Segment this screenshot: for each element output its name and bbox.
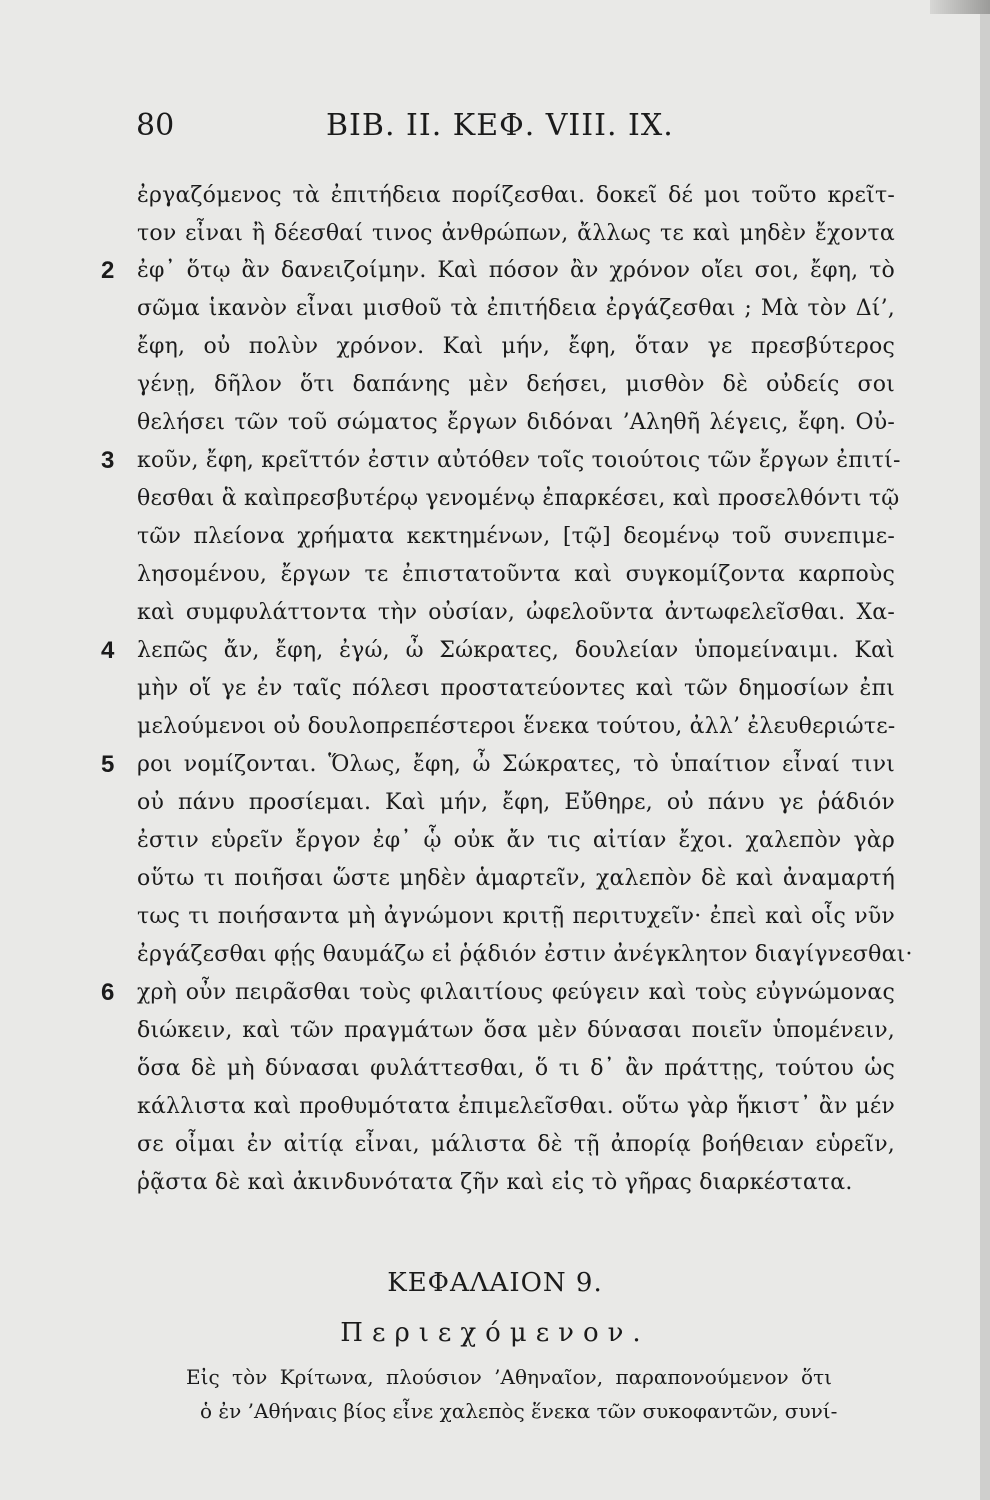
text-line: οὕτω τι ποιῆσαι ὥστε μηδὲν ἁμαρτεῖν, χαλεπὸν δὲ καὶ ἀναμαρτή bbox=[137, 866, 895, 891]
text-line: λεπῶς ἄν, ἔφη, ἐγώ, ὦ Σώκρατες, δουλείαν ὑπομείναιμι. Καὶ bbox=[137, 638, 895, 663]
text-line: ὅσα δὲ μὴ δύνασαι φυλάττεσθαι, ὅ τι δ᾽ ἂν πράττῃς, τούτου ὡς bbox=[137, 1056, 895, 1081]
text-line: καὶ συμφυλάττοντα τὴν οὐσίαν, ὠφελοῦντα ἀντωφελεῖσθαι. Χα- bbox=[137, 600, 895, 625]
section-number: 6 bbox=[101, 979, 115, 1006]
section-number: 5 bbox=[101, 751, 115, 778]
text-line: λησομένου, ἔργων τε ἐπιστατοῦντα καὶ συγκομίζοντα καρποὺς bbox=[137, 562, 895, 587]
section-number: 4 bbox=[101, 637, 115, 664]
text-line: μελούμενοι οὐ δουλοπρεπέστεροι ἕνεκα τούτου, ἀλλ’ ἐλευθεριώτε- bbox=[137, 714, 896, 739]
page-number: 80 bbox=[136, 108, 175, 143]
running-head bbox=[136, 108, 896, 148]
text-line: σῶμα ἱκανὸν εἶναι μισθοῦ τὰ ἐπιτήδεια ἐργάζεσθαι ; Μὰ τὸν Δί’, bbox=[137, 296, 895, 321]
text-line: οὐ πάνυ προσίεμαι. Καὶ μήν, ἔφη, Εὔθηρε, οὐ πάνυ γε ῥάδιόν bbox=[137, 790, 895, 815]
running-title: BIB. II. ΚΕΦ. VIII. IX. bbox=[326, 108, 674, 143]
text-line: τῶν πλείονα χρήματα κεκτημένων, [τῷ] δεομένῳ τοῦ συνεπιμε- bbox=[137, 524, 895, 549]
text-line: τον εἶναι ἢ δέεσθαί τινος ἀνθρώπων, ἄλλως τε καὶ μηδὲν ἔχοντα bbox=[137, 221, 895, 246]
text-line: ἐργαζόμενος τὰ ἐπιτήδεια πορίζεσθαι. δοκεῖ δέ μοι τοῦτο κρεῖτ- bbox=[137, 183, 895, 208]
text-line: ῥᾷστα δὲ καὶ ἀκινδυνότατα ζῆν καὶ εἰς τὸ γῆρας διαρκέστατα. bbox=[137, 1170, 853, 1195]
summary-line: ὁ ἐν ’Αθήναις βίος εἶνε χαλεπὸς ἕνεκα τῶν συκοφαντῶν, συνί- bbox=[200, 1399, 838, 1423]
text-line: ροι νομίζονται. Ὅλως, ἔφη, ὦ Σώκρατες, τὸ ὑπαίτιον εἶναί τινι bbox=[137, 752, 895, 777]
contents-label: Περιεχόμενον. bbox=[340, 1318, 650, 1348]
text-line: ἐργάζεσθαι φῄς θαυμάζω εἰ ῥᾴδιόν ἐστιν ἀνέγκλητον διαγίγνεσθαι· bbox=[137, 942, 913, 967]
section-number: 2 bbox=[101, 257, 115, 284]
text-line: κοῦν, ἔφη, κρεῖττόν ἐστιν αὐτόθεν τοῖς τοιούτοις τῶν ἔργων ἐπιτί- bbox=[137, 448, 901, 473]
text-line: διώκειν, καὶ τῶν πραγμάτων ὅσα μὲν δύνασαι ποιεῖν ὑπομένειν, bbox=[137, 1018, 895, 1043]
chapter-title: ΚΕΦΑΛΑΙΟΝ 9. bbox=[387, 1268, 603, 1298]
text-line: ἐφ᾽ ὅτῳ ἂν δανειζοίμην. Καὶ πόσον ἂν χρόνον οἴει σοι, ἔφη, τὸ bbox=[137, 258, 895, 283]
text-line: κάλλιστα καὶ προθυμότατα ἐπιμελεῖσθαι. οὕτω γὰρ ἥκιστ᾽ ἂν μέν bbox=[137, 1094, 895, 1119]
text-line: μὴν οἵ γε ἐν ταῖς πόλεσι προστατεύοντες καὶ τῶν δημοσίων ἐπι bbox=[137, 676, 895, 701]
summary-line: Εἰς τὸν Κρίτωνα, πλούσιον ’Αθηναῖον, παραπονούμενον ὅτι bbox=[186, 1365, 832, 1389]
text-line: χρὴ οὖν πειρᾶσθαι τοὺς φιλαιτίους φεύγειν καὶ τοὺς εὐγνώμονας bbox=[137, 980, 895, 1005]
section-number: 3 bbox=[101, 447, 115, 474]
text-line: θελήσει τῶν τοῦ σώματος ἔργων διδόναι ’Αληθῆ λέγεις, ἔφη. Οὐ- bbox=[137, 410, 895, 435]
text-line: ἐστιν εὑρεῖν ἔργον ἐφ᾽ ᾧ οὐκ ἄν τις αἰτίαν ἔχοι. χαλεπὸν γὰρ bbox=[137, 828, 895, 853]
text-line: ἔφη, οὐ πολὺν χρόνον. Καὶ μήν, ἔφη, ὅταν γε πρεσβύτερος bbox=[137, 334, 895, 359]
text-line: τως τι ποιήσαντα μὴ ἀγνώμονι κριτῇ περιτυχεῖν· ἐπεὶ καὶ οἷς νῦν bbox=[137, 904, 895, 929]
text-line: θεσθαι ἃ καὶπρεσβυτέρῳ γενομένῳ ἐπαρκέσει, καὶ προσελθόντι τῷ bbox=[137, 486, 900, 511]
text-line: γένῃ, δῆλον ὅτι δαπάνης μὲν δεήσει, μισθὸν δὲ οὐδείς σοι bbox=[137, 372, 895, 397]
scan-corner bbox=[930, 0, 990, 14]
text-line: σε οἶμαι ἐν αἰτίᾳ εἶναι, μάλιστα δὲ τῇ ἀπορίᾳ βοήθειαν εὑρεῖν, bbox=[137, 1132, 895, 1157]
